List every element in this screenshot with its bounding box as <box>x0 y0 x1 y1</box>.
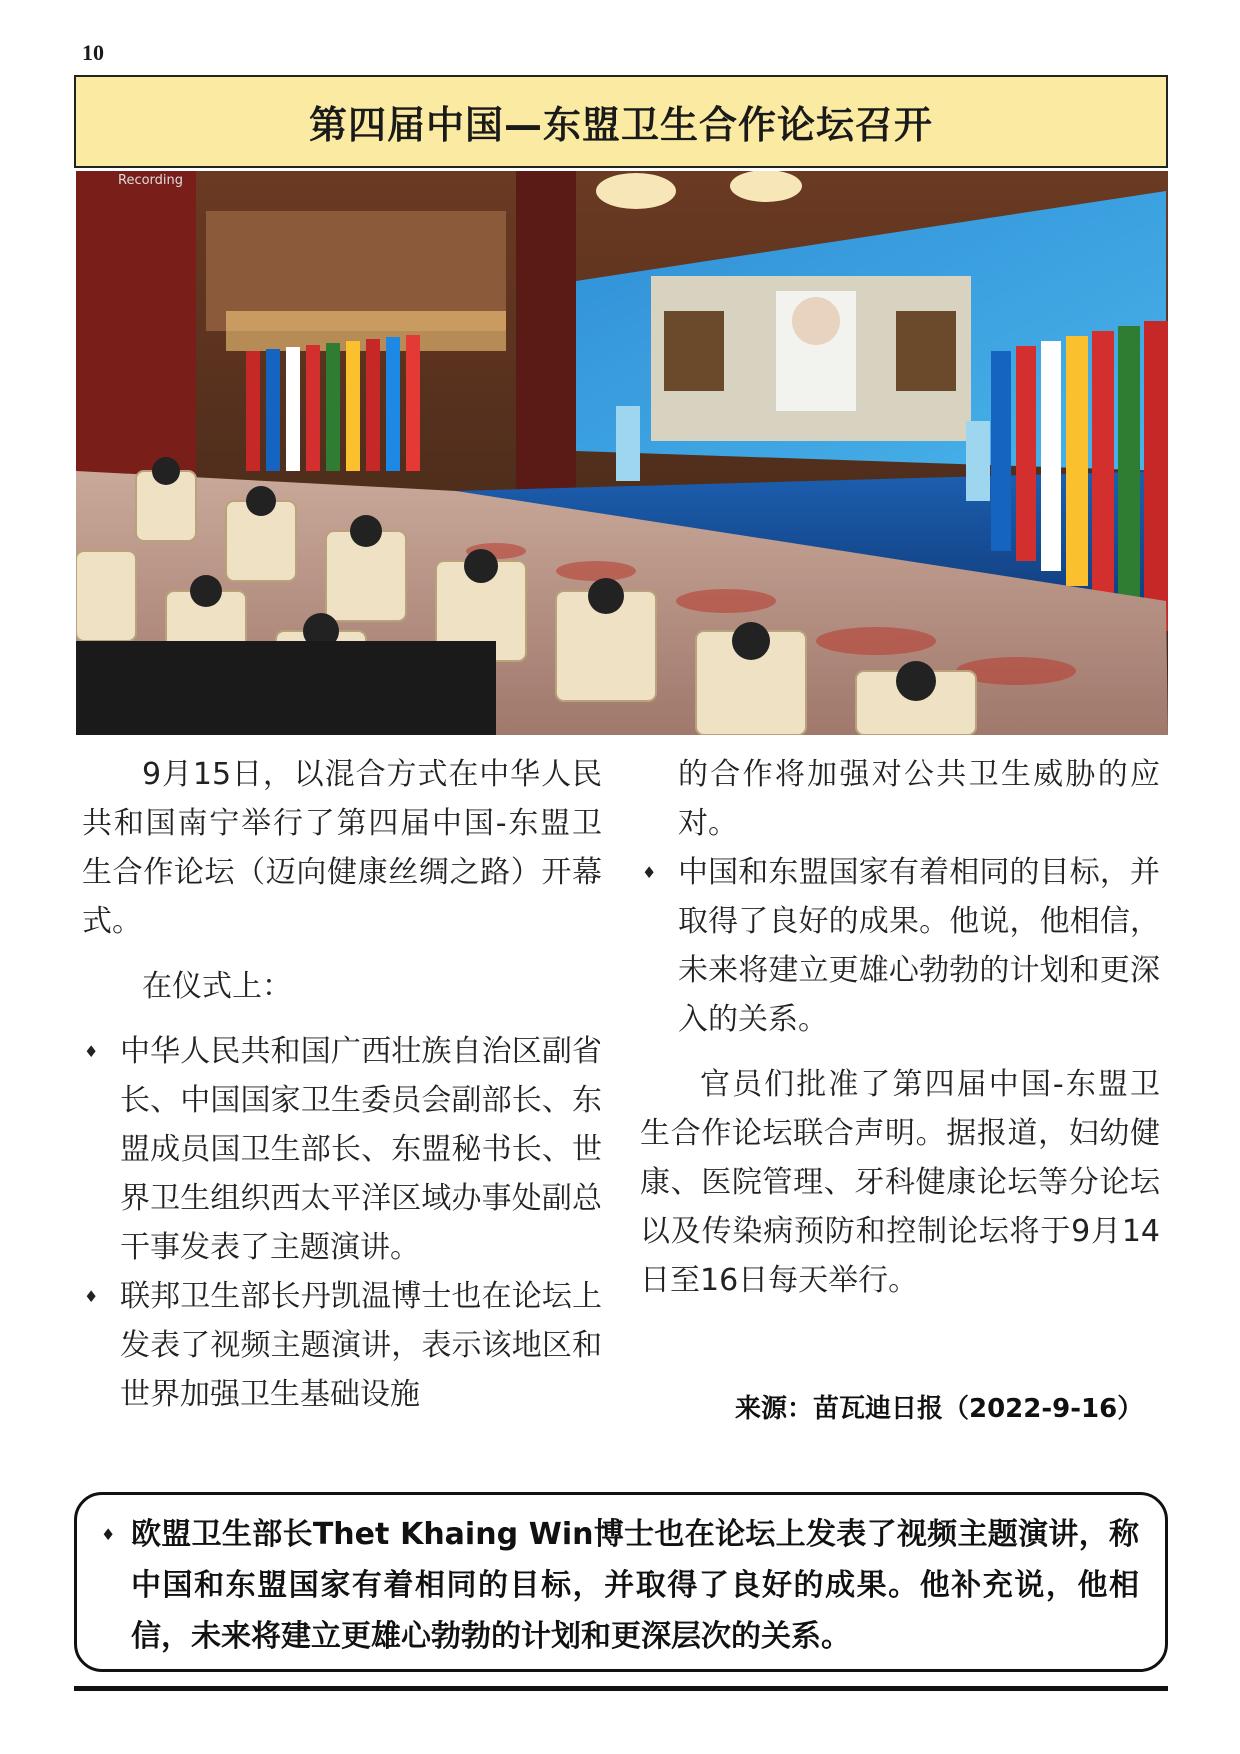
bullet-diamond-icon: ♦ <box>84 1287 99 1306</box>
article-title: 第四届中国—东盟卫生合作论坛召开 <box>308 103 933 147</box>
bullet-diamond-icon: ♦ <box>84 1042 99 1061</box>
bullet-text: 的合作将加强对公共卫生威胁的应对。 <box>678 757 1160 841</box>
bullet-text: 中国和东盟国家有着相同的目标，并取得了良好的成果。他说，他相信，未来将建立更雄心勃勃的计划和更深入的关系。 <box>678 855 1160 1037</box>
bullet-text: 中华人民共和国广西壮族自治区副省长、中国国家卫生委员会副部长、东盟成员国卫生部长、东盟秘书长、世界卫生组织西太平洋区域办事处副总干事发表了主题演讲。 <box>120 1034 602 1265</box>
page-number: 10 <box>82 40 104 65</box>
title-box <box>74 75 1168 168</box>
bullet-text: 联邦卫生部长丹凯温博士也在论坛上发表了视频主题演讲，表示该地区和世界加强卫生基础设施 <box>120 1279 602 1412</box>
recording-label: Recording <box>118 173 184 188</box>
statement-paragraph: 官员们批准了第四届中国-东盟卫生合作论坛联合声明。据报道，妇幼健康、医院管理、牙科健康论坛等分论坛以及传染病预防和控制论坛将于9月14日至16日每天举行。 <box>640 1067 1160 1298</box>
bullet-continuation <box>640 750 1160 848</box>
note-box <box>74 1492 1168 1672</box>
bottom-rule <box>74 1686 1168 1691</box>
note-text: 欧盟卫生部长Thet Khaing Win博士也在论坛上发表了视频主题演讲，称中国和东盟国家有着相同的目标，并取得了良好的成果。他补充说，他相信，未来将建立更雄心勃勃的计划和更深层次的关系。 <box>131 1517 1139 1654</box>
conference-photo-illustration <box>76 171 1168 735</box>
bullet-item <box>82 1272 602 1419</box>
bullet-diamond-icon: ♦ <box>101 1525 116 1544</box>
bullet-diamond-icon: ♦ <box>642 863 657 882</box>
conference-photo <box>76 171 1168 735</box>
ceremony-paragraph: 在仪式上： <box>142 969 292 1004</box>
left-column <box>82 750 602 1419</box>
right-column <box>640 750 1160 1305</box>
intro-paragraph: 9月15日，以混合方式在中华人民共和国南宁举行了第四届中国-东盟卫生合作论坛（迈向健康丝绸之路）开幕式。 <box>82 757 602 939</box>
source-credit: 来源：苗瓦迪日报（2022-9-16） <box>735 1394 1144 1424</box>
bullet-item <box>82 1027 602 1272</box>
bullet-item <box>640 848 1160 1044</box>
